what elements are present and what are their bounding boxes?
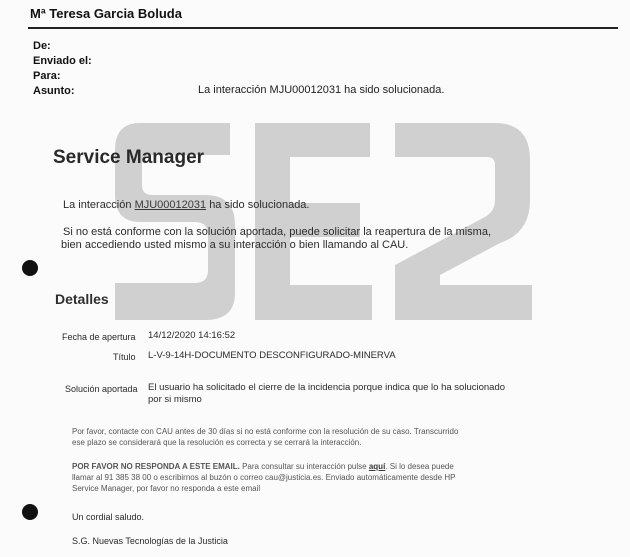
interaction-suffix: ha sido solucionada. (209, 199, 310, 211)
noreply-text-a: Para consultar su interacción pulse (239, 462, 369, 471)
noreply-notice-line1 (72, 461, 542, 472)
title-label: Título (113, 352, 136, 362)
to-label: Para: (33, 70, 61, 82)
details-heading: Detalles (55, 291, 109, 307)
interaction-prefix: La interacción (63, 199, 132, 211)
sent-label: Enviado el: (33, 55, 92, 67)
sender-divider (28, 27, 618, 29)
open-date-label: Fecha de apertura (62, 332, 136, 342)
noreply-warning: POR FAVOR NO RESPONDA A ESTE EMAIL. (72, 462, 240, 471)
service-manager-title: Service Manager (53, 147, 205, 168)
consult-interaction-link[interactable]: aquí (368, 462, 386, 471)
scan-hole-mark (22, 504, 38, 520)
reopen-instructions-line1: Si no está conforme con la solución aportada, puede solicitar la reapertura de la misma, (63, 226, 492, 238)
title-value: L-V-9-14H-DOCUMENTO DESCONFIGURADO-MINERVA (148, 350, 396, 361)
reopen-instructions-line2: bien accediendo usted mismo a su interacción o bien llamando al CAU. (61, 239, 409, 251)
contact-notice-line1: Por favor, contacte con CAU antes de 30 días si no está conforme con la resolución de su caso. Transcurrido (72, 427, 459, 436)
greeting: Un cordial saludo. (72, 512, 145, 522)
solution-value-line2: por si mismo (148, 394, 202, 405)
noreply-notice-line2: llamar al 91 385 38 00 o escribirnos al buzón o correo cau@justicia.es. Enviado automáticamente desde HP (72, 473, 456, 482)
scan-hole-mark (22, 260, 38, 276)
sender-name: Mª Teresa Garcia Boluda (30, 6, 182, 21)
from-label: De: (33, 40, 51, 52)
solution-value-line1: El usuario ha solicitado el cierre de la incidencia porque indica que lo ha solucionado (148, 382, 506, 393)
subject-label: Asunto: (33, 85, 75, 97)
open-date-value: 14/12/2020 14:16:52 (148, 330, 236, 341)
contact-notice-line2: ese plazo se considerará que la resolución es correcta y se cerrará la interacción. (72, 438, 362, 447)
subject-value: La interacción MJU00012031 ha sido solucionada. (198, 84, 445, 96)
noreply-notice-line3: Service Manager, por favor no responda a este email (72, 484, 261, 493)
contact-notice (72, 426, 542, 448)
noreply-text-b: . Si lo desea puede (385, 462, 454, 471)
interaction-line (63, 199, 309, 211)
noreply-notice (72, 461, 542, 494)
signature: S.G. Nuevas Tecnologías de la Justicia (72, 536, 228, 546)
solution-label: Solución aportada (65, 384, 138, 394)
interaction-id-link[interactable]: MJU00012031 (134, 199, 207, 211)
